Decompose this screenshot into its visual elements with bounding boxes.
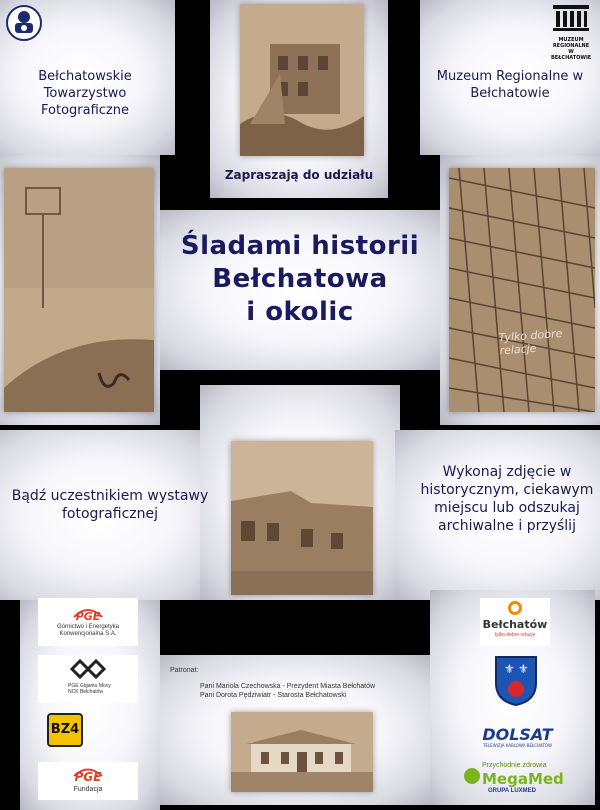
museum-logo — [551, 3, 592, 61]
photo-street-houses — [231, 441, 373, 595]
pge-fundacja-brand: PGE — [74, 770, 102, 784]
pge-gik-text: Górnictwo i Energetyka Konwencjonalna S.A. — [56, 624, 120, 637]
btf-logo — [5, 4, 43, 42]
pge-gik-logo — [38, 598, 138, 646]
megamed-logo — [462, 760, 572, 798]
megamed-brand: MegaMed — [482, 770, 564, 788]
left-call-text: Bądź uczestnikiem wystawy fotograficznej — [11, 488, 209, 522]
main-title — [158, 230, 442, 329]
right-org-name: Muzeum Regionalne w Bełchatowie — [436, 69, 584, 101]
title-line-3: i okolic — [246, 297, 354, 327]
patronage-line-2: Pani Dorota Pędziwiatr - Starosta Bełchatowski — [200, 692, 347, 699]
left-org-name: Bełchatowskie Towarzystwo Fotograficzne — [38, 69, 132, 118]
patronage-label: Patronat: — [170, 667, 199, 674]
megamed-top: Przychodnie zdrowia — [482, 762, 547, 769]
invite-text: Zapraszają do udziału — [224, 168, 374, 182]
pge-nck-logo — [38, 655, 138, 703]
bz4-text: BZ4 — [50, 722, 80, 737]
dolsat-brand: DOLSAT — [482, 725, 553, 744]
belchatow-symbol-icon — [508, 601, 522, 615]
photo-ruin — [240, 4, 364, 156]
dolsat-sub: TELEWIZJA KABLOWA BEŁCHATÓW — [482, 743, 553, 748]
megamed-icon — [464, 768, 480, 784]
pge-fundacja-text: Fundacja — [73, 786, 103, 793]
patronage-line-1: Pani Mariola Czechowska - Prezydent Miasta Bełchatów — [200, 683, 376, 690]
belchatow-logo — [480, 598, 550, 646]
right-call-text: Wykonaj zdjęcie w historycznym, ciekawym miejscu lub odszukaj archiwalne i przyślij — [420, 464, 594, 534]
svg-text:⚜: ⚜ — [504, 662, 515, 676]
title-line-1: Śladami historii — [180, 231, 420, 261]
dolsat-logo — [470, 727, 565, 753]
belchatow-slogan: tylko dobre relacje — [494, 632, 536, 638]
photo-net — [449, 168, 595, 412]
belchatow-coat-of-arms — [494, 655, 538, 707]
pge-gik-brand: PGE — [75, 610, 101, 623]
bz4-logo — [47, 713, 83, 747]
museum-logo-text: MUZEUM REGIONALNE W BEŁCHATOWIE — [551, 37, 592, 61]
pge-fundacja-logo — [38, 762, 138, 800]
belchatow-brand: Bełchatów — [482, 618, 548, 631]
photo-basketball-court — [4, 168, 154, 412]
title-line-2: Bełchatowa — [212, 264, 388, 294]
pge-nck-text: PGE Gigantu Mocy NCK Bełchatów — [68, 683, 111, 695]
net-caption: Tylko dobre relacje — [498, 326, 563, 358]
photo-manor — [231, 712, 373, 792]
svg-text:⚜: ⚜ — [518, 662, 529, 676]
megamed-sub: GRUPA LUXMED — [488, 788, 536, 794]
